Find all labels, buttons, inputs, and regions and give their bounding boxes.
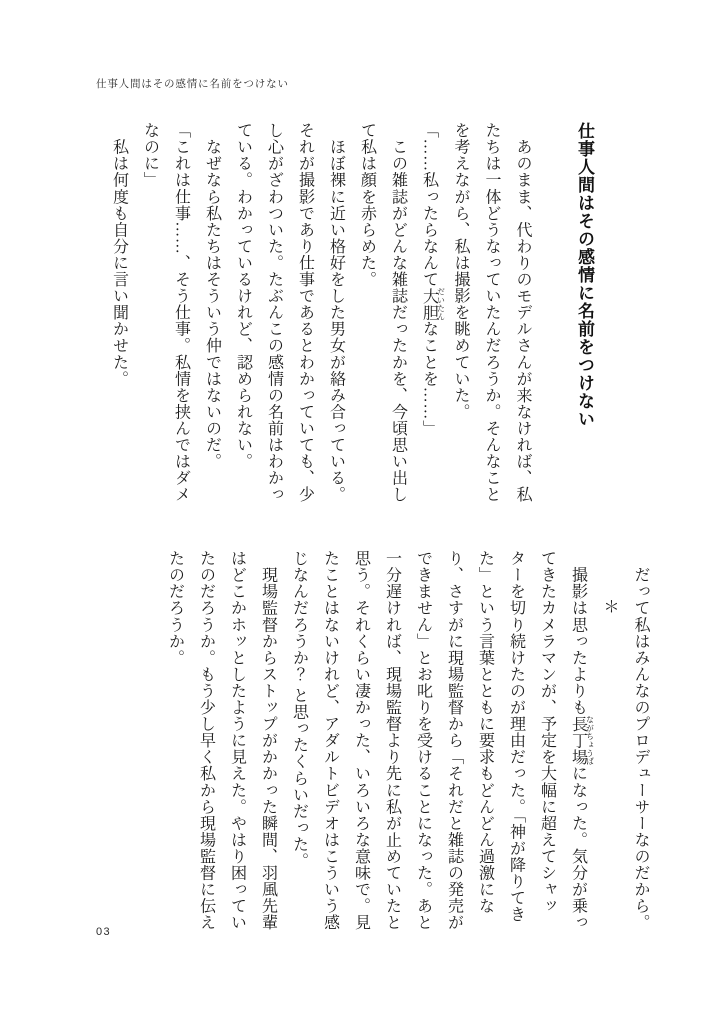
paragraph: この雑誌がどんな雑誌だったかを、今頃思い出して私は顔を赤らめた。	[358, 122, 407, 503]
ruby-annotated-text: 長丁場 ながちょうば	[569, 715, 595, 766]
paragraph: 現場監督からストップがかかった瞬間、羽風先輩はどこかホッとしたように見えた。やはり困っていたのだろうか。もう少し早く私から現場監督に伝えたのだろうか。	[166, 550, 277, 931]
upper-paragraphs	[104, 122, 539, 504]
paragraph: 撮影は思ったよりも長丁場 ながちょうばになった。気分が乗ってきたカメラマンが、予定を大幅に超えてシャッターを切り続けたのが理由だった。「神が降りてきた」という言葉とともに要求もどんどん過激になり、さすがに現場監督から「それだと雑誌の発売ができません」とお叱りを受けることになった。あと一分遅ければ、現場監督より先に私が止めていたと思う。それくらい凄かった、いろいろな意味で。見たことはないけれど、アダルトビデオはこういう感じなんだろうか？ と思ったくらいだった。	[290, 550, 595, 931]
paragraph: ほぼ裸に近い格好をした男女が絡み合っている。それが撮影であり仕事であるとわかっていても、少し心がざわついた。たぶんこの感情の名前はわかっている。わかっているけれど、認められない。	[234, 122, 345, 503]
running-header: 仕事人間はその感情に名前をつけない	[96, 79, 289, 90]
section-divider: ＊	[601, 598, 618, 615]
paragraph: だって私はみんなのプロデューサーなのだから。	[632, 550, 649, 931]
lower-text-block	[160, 550, 657, 932]
paragraph: 「……私ったらなんて大胆 だいたんなことを……」	[420, 122, 446, 437]
paragraph: あのまま、代わりのモデルさんが来なければ、私たちは一体どうなっていたんだろうか。そんなことを考えながら、私は撮影を眺めていた。	[452, 122, 531, 503]
ruby-annotated-text: 大胆 だいたん	[420, 287, 446, 321]
paragraph: 私は何度も自分に言い聞かせた。	[110, 122, 128, 387]
paragraph: なぜなら私たちはそういう仲ではないのだ。	[203, 122, 221, 470]
lower-paragraphs	[160, 550, 657, 932]
page-number: 03	[96, 926, 111, 938]
chapter-title: 仕事人間はその感情に名前をつけない	[575, 122, 594, 428]
paragraph: 「これは仕事……、そう仕事。私情を挟んではダメなのに」	[141, 122, 190, 503]
upper-text-block	[104, 122, 657, 504]
